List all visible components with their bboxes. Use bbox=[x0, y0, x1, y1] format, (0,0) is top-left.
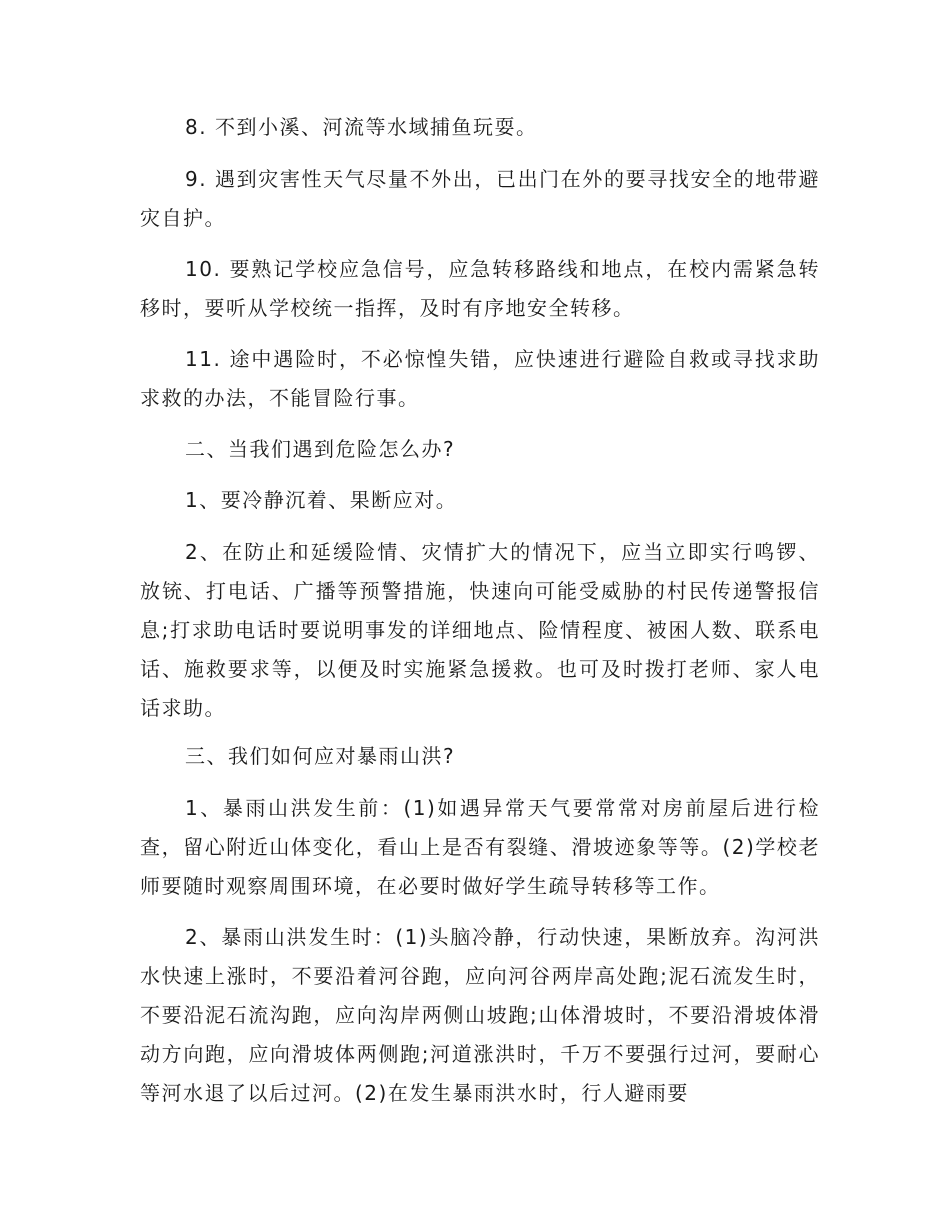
paragraph-warning: 2、在防止和延缓险情、灾情扩大的情况下，应当立即实行鸣锣、放铳、打电话、广播等预警措施，快速向可能受威胁的村民传递警报信息;打求助电话时要说明事发的详细地点、险情程度、被困人数、联系电话、施救要求等，以便及时实施紧急援救。也可及时拨打老师、家人电话求助。 bbox=[140, 540, 820, 720]
section-heading-3: 三、我们如何应对暴雨山洪? bbox=[185, 744, 456, 768]
paragraph-item-9: 9. 遇到灾害性天气尽量不外出，已出门在外的要寻找安全的地带避灾自护。 bbox=[140, 167, 820, 230]
paragraph-item-11: 11. 途中遇险时，不必惊惶失错，应快速进行避险自救或寻找求助求救的办法，不能冒险行事。 bbox=[140, 347, 820, 410]
paragraph-item-8: 8. 不到小溪、河流等水域捕鱼玩耍。 bbox=[185, 115, 538, 139]
paragraph-item-10: 10. 要熟记学校应急信号，应急转移路线和地点，在校内需紧急转移时，要听从学校统一指挥，及时有序地安全转移。 bbox=[140, 257, 820, 320]
paragraph-calm: 1、要冷静沉着、果断应对。 bbox=[185, 488, 458, 512]
paragraph-during-flood: 2、暴雨山洪发生时：(1)头脑冷静，行动快速，果断放弃。沟河洪水快速上涨时，不要沿着河谷跑，应向河谷两岸高处跑;泥石流发生时，不要沿泥石流沟跑，应向沟岸两侧山坡跑;山体滑坡时，不要沿滑坡体滑动方向跑，应向滑坡体两侧跑;河道涨洪时，千万不要强行过河，要耐心等河水退了以后过河。(2)在发生暴雨洪水时，行人避雨要 bbox=[140, 925, 820, 1105]
paragraph-before-flood: 1、暴雨山洪发生前：(1)如遇异常天气要常常对房前屋后进行检查，留心附近山体变化，看山上是否有裂缝、滑坡迹象等等。(2)学校老师要随时观察周围环境，在必要时做好学生疏导转移等工作。 bbox=[140, 796, 820, 898]
section-heading-2: 二、当我们遇到危险怎么办? bbox=[185, 437, 456, 461]
